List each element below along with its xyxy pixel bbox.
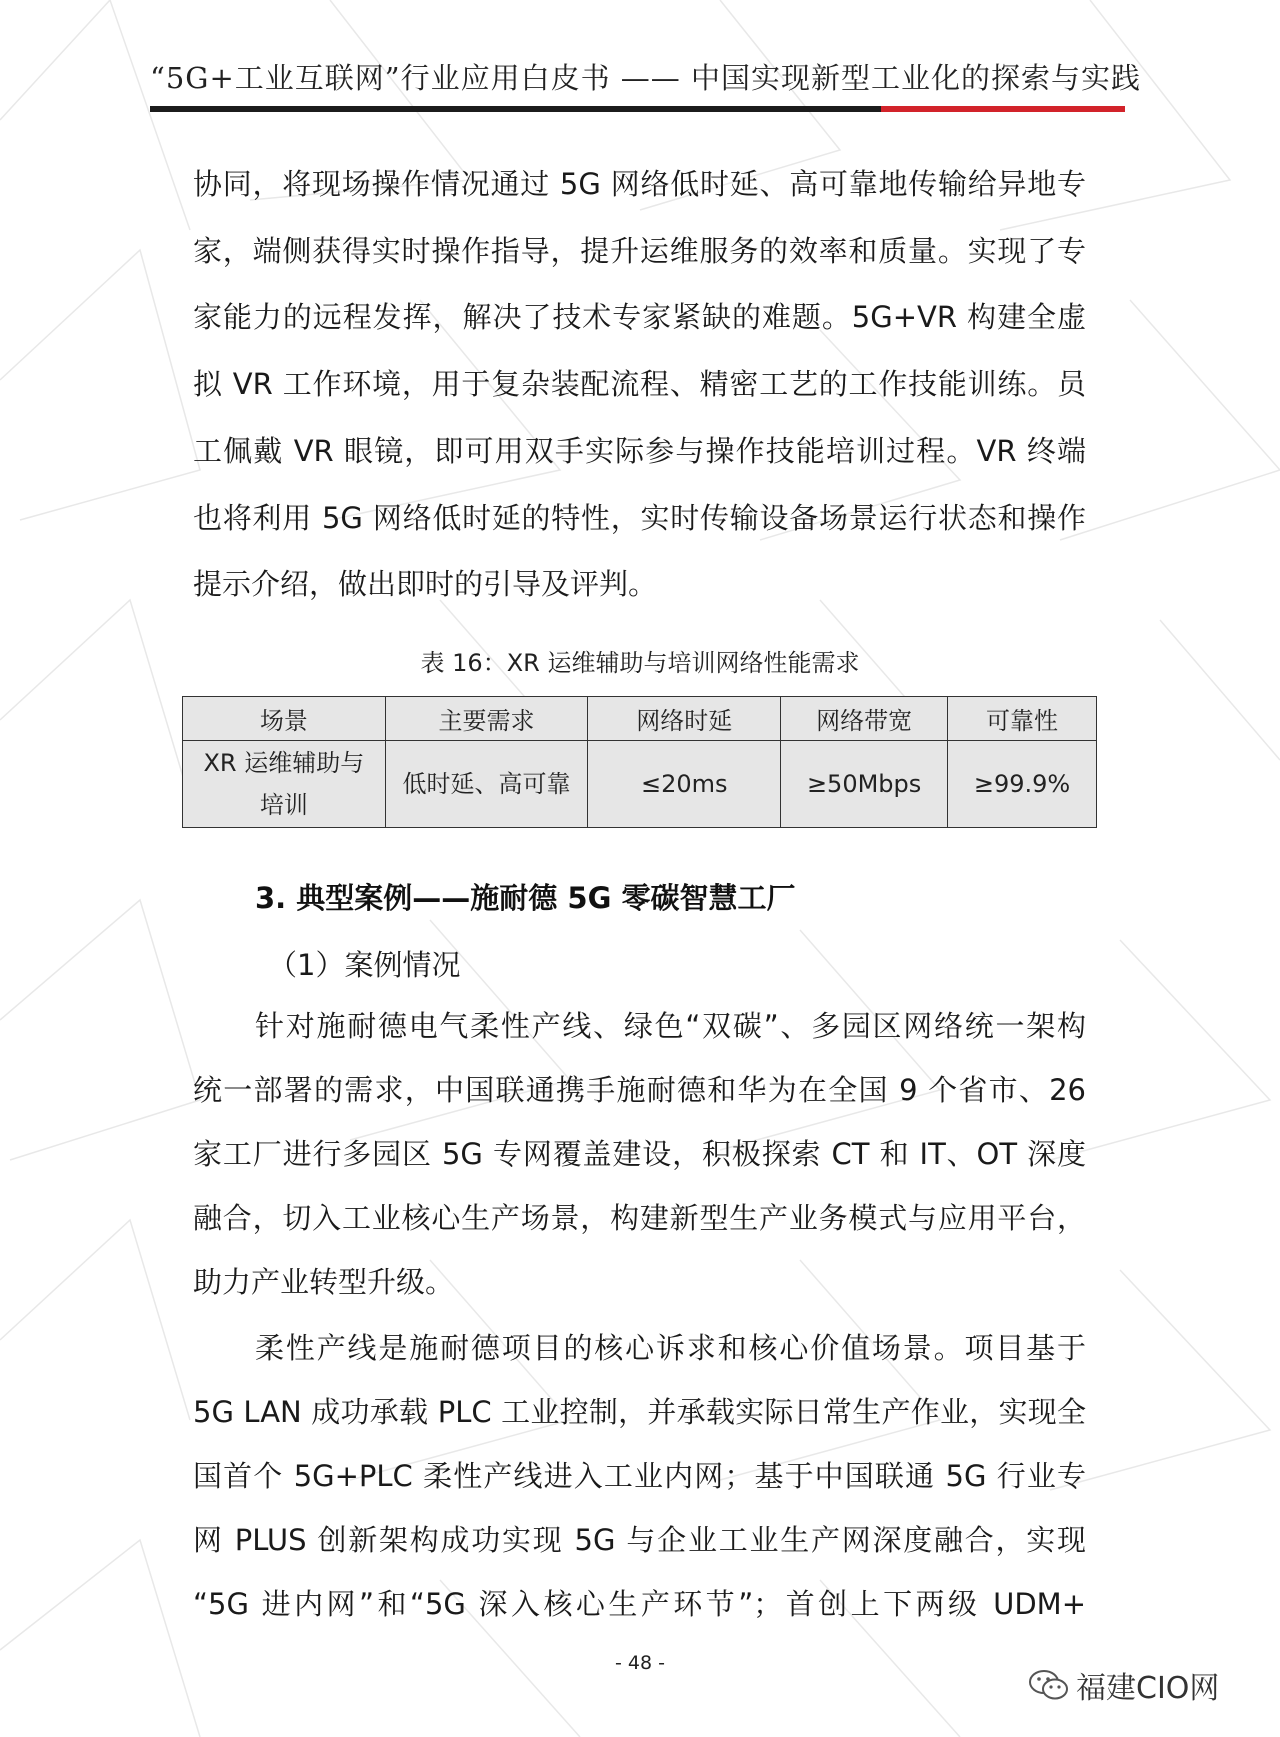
paragraph-line: “5G 进内网”和“5G 深入核心生产环节”；首创上下两级 UDM+ bbox=[193, 1587, 1086, 1621]
header-title: “5G+工业互联网”行业应用白皮书 —— 中国实现新型工业化的探索与实践 bbox=[150, 61, 1142, 95]
page-number: - 48 - bbox=[615, 1652, 665, 1674]
paragraph-line: 网 PLUS 创新架构成功实现 5G 与企业工业生产网深度融合，实现 bbox=[193, 1523, 1086, 1557]
paragraph-line: 统一部署的需求，中国联通携手施耐德和华为在全国 9 个省市、26 bbox=[193, 1073, 1086, 1107]
table-cell-bandwidth: ≥50Mbps bbox=[781, 741, 948, 828]
table-cell-requirement: 低时延、高可靠 bbox=[385, 741, 588, 828]
header-rule bbox=[150, 106, 1125, 112]
paragraph-line: 助力产业转型升级。 bbox=[193, 1265, 455, 1299]
paragraph-line: 家工厂进行多园区 5G 专网覆盖建设，积极探索 CT 和 IT、OT 深度 bbox=[193, 1137, 1086, 1171]
paragraph-line: 针对施耐德电气柔性产线、绿色“双碳”、多园区网络统一架构 bbox=[255, 1009, 1086, 1043]
paragraph-line: 拟 VR 工作环境，用于复杂装配流程、精密工艺的工作技能训练。员 bbox=[193, 367, 1086, 401]
scene-line: 培训 bbox=[259, 791, 308, 819]
table-cell-latency: ≤20ms bbox=[588, 741, 781, 828]
scene-line: XR 运维辅助与 bbox=[203, 749, 365, 777]
table-caption: 表 16：XR 运维辅助与培训网络性能需求 bbox=[420, 649, 860, 677]
paragraph-line: 协同，将现场操作情况通过 5G 网络低时延、高可靠地传输给异地专 bbox=[193, 167, 1086, 201]
header-rule-red bbox=[881, 106, 1125, 112]
paragraph-line: 提示介绍，做出即时的引导及评判。 bbox=[193, 567, 658, 601]
paragraph-line: 工佩戴 VR 眼镜，即可用双手实际参与操作技能培训过程。VR 终端 bbox=[193, 434, 1086, 468]
table-cell-scene bbox=[183, 741, 386, 828]
table-header-row bbox=[183, 697, 1097, 741]
paragraph-line: 家能力的远程发挥，解决了技术专家紧缺的难题。5G+VR 构建全虚 bbox=[193, 300, 1086, 334]
brand-name: 福建CIO网 bbox=[1076, 1671, 1220, 1706]
header-rule-dark bbox=[150, 106, 881, 112]
paragraph-line: 柔性产线是施耐德项目的核心诉求和核心价值场景。项目基于 bbox=[255, 1331, 1086, 1365]
paragraph-line: 融合，切入工业核心生产场景，构建新型生产业务模式与应用平台， bbox=[193, 1201, 1086, 1235]
paragraph-line: 国首个 5G+PLC 柔性产线进入工业内网；基于中国联通 5G 行业专 bbox=[193, 1459, 1086, 1493]
table-header-cell: 网络时延 bbox=[588, 697, 781, 741]
paragraph-line: 5G LAN 成功承载 PLC 工业控制，并承载实际日常生产作业，实现全 bbox=[193, 1395, 1086, 1429]
table-cell-reliability: ≥99.9% bbox=[948, 741, 1097, 828]
paragraph-line: 家，端侧获得实时操作指导，提升运维服务的效率和质量。实现了专 bbox=[193, 234, 1086, 268]
section-heading: 3. 典型案例——施耐德 5G 零碳智慧工厂 bbox=[255, 881, 796, 915]
table-header-cell: 可靠性 bbox=[948, 697, 1097, 741]
paragraph-line: 也将利用 5G 网络低时延的特性，实时传输设备场景运行状态和操作 bbox=[193, 501, 1086, 535]
wechat-icon bbox=[1028, 1668, 1070, 1702]
sub-heading: （1）案例情况 bbox=[268, 948, 461, 982]
brand-badge bbox=[1028, 1663, 1219, 1707]
requirements-table bbox=[182, 696, 1097, 828]
table-header-cell: 主要需求 bbox=[385, 697, 588, 741]
table-row bbox=[183, 741, 1097, 828]
table-header-cell: 网络带宽 bbox=[781, 697, 948, 741]
table-header-cell: 场景 bbox=[183, 697, 386, 741]
